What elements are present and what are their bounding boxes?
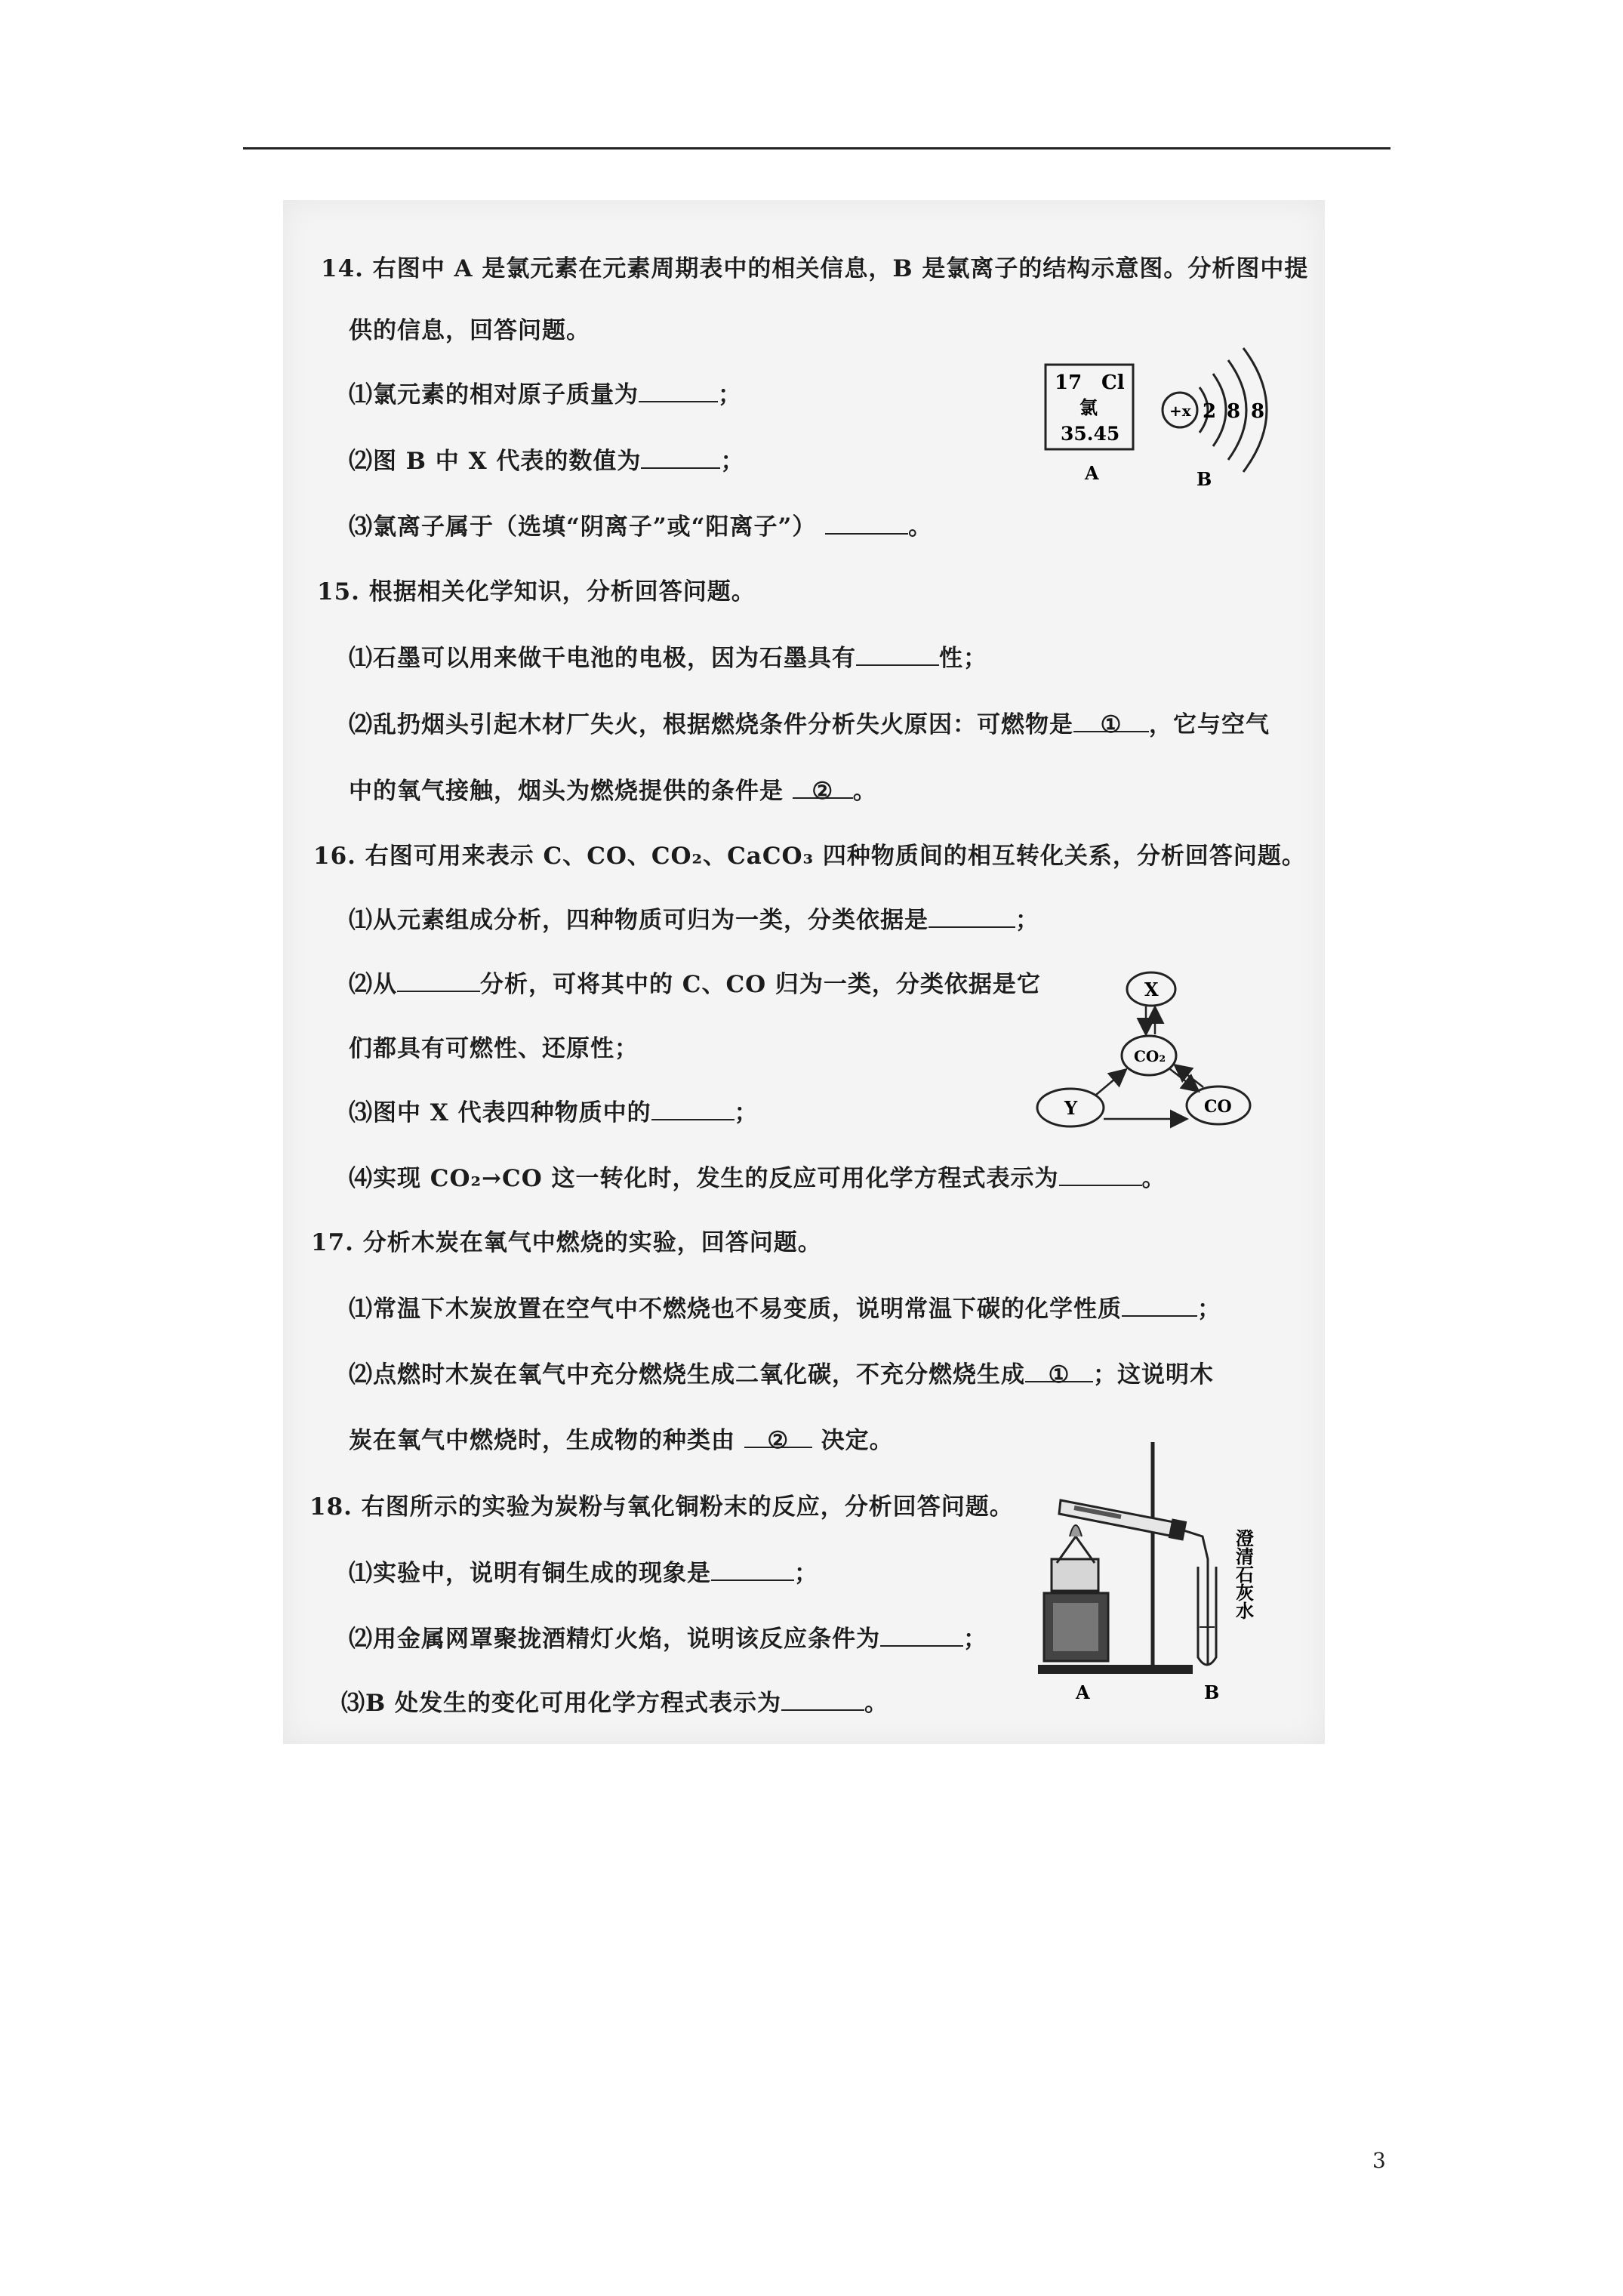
answer-blank-2[interactable]: ② bbox=[744, 1427, 812, 1448]
shell-3-count: 8 bbox=[1251, 400, 1265, 423]
answer-blank[interactable] bbox=[1122, 1296, 1197, 1317]
q18-part2: ⑵用金属网罩聚拢酒精灯火焰，说明该反应条件为 ； bbox=[349, 1626, 987, 1653]
node-co2-label: CO₂ bbox=[1134, 1047, 1166, 1065]
answer-blank[interactable] bbox=[397, 971, 480, 992]
label-a: A bbox=[1076, 1681, 1090, 1703]
answer-blank[interactable] bbox=[880, 1626, 963, 1647]
q14-stem: 14. 右图中 A 是氯元素在元素周期表中的相关信息，B 是氯离子的结构示意图。分析图中提 bbox=[321, 255, 1309, 282]
q16-part3: ⑶图中 X 代表四种物质中的 ； bbox=[349, 1099, 759, 1126]
label-b: B bbox=[1204, 1681, 1220, 1703]
q14-part2: ⑵图 B 中 X 代表的数值为 ； bbox=[349, 448, 745, 475]
answer-blank[interactable] bbox=[641, 448, 720, 469]
element-symbol: Cl bbox=[1101, 371, 1125, 394]
q15-part2-cont: 中的氧气接触，烟头为燃烧提供的条件是 ② 。 bbox=[349, 778, 877, 805]
q15-part1: ⑴石墨可以用来做干电池的电极，因为石墨具有 性； bbox=[349, 645, 987, 672]
header-rule bbox=[243, 147, 1390, 149]
q17-stem: 17. 分析木炭在氧气中燃烧的实验，回答问题。 bbox=[311, 1229, 822, 1256]
q15-part2: ⑵乱扔烟头引起木材厂失火，根据燃烧条件分析失火原因：可燃物是 ① ，它与空气 bbox=[349, 711, 1270, 738]
alcohol-lamp bbox=[1044, 1525, 1108, 1661]
q14-stem-cont: 供的信息，回答问题。 bbox=[349, 317, 590, 344]
q16-part4: ⑷实现 CO₂→CO 这一转化时，发生的反应可用化学方程式表示为 。 bbox=[349, 1165, 1166, 1192]
atomic-mass: 35.45 bbox=[1061, 423, 1120, 445]
apparatus-figure bbox=[1030, 1438, 1272, 1706]
q18-part3: ⑶B 处发生的变化可用化学方程式表示为 。 bbox=[341, 1690, 888, 1717]
atomic-number: 17 bbox=[1055, 371, 1083, 394]
q18-part1: ⑴实验中，说明有铜生成的现象是 ； bbox=[349, 1560, 818, 1587]
answer-blank-2[interactable]: ② bbox=[793, 778, 853, 799]
answer-blank[interactable] bbox=[929, 907, 1015, 928]
answer-blank[interactable] bbox=[856, 645, 939, 666]
answer-blank[interactable] bbox=[781, 1690, 864, 1711]
q16-part2: ⑵从 分析，可将其中的 C、CO 归为一类，分类依据是它 bbox=[349, 971, 1041, 998]
label-a: A bbox=[1085, 462, 1099, 484]
q14-part3: ⑶氯离子属于（选填“阴离子”或“阳离子”） 。 bbox=[349, 513, 933, 541]
node-y-label: Y bbox=[1064, 1097, 1078, 1119]
q16-part2-cont: 们都具有可燃性、还原性； bbox=[349, 1035, 639, 1062]
chlorine-figure bbox=[1038, 344, 1295, 498]
q17-part2-cont: 炭在氧气中燃烧时，生成物的种类由 ② 决定。 bbox=[349, 1427, 894, 1454]
wire-mesh bbox=[1052, 1559, 1098, 1591]
q14-part1: ⑴氯元素的相对原子质量为 ； bbox=[349, 381, 742, 408]
shell-2-count: 8 bbox=[1227, 400, 1241, 423]
q17-part1: ⑴常温下木炭放置在空气中不燃烧也不易变质，说明常温下碳的化学性质 ； bbox=[349, 1296, 1221, 1323]
node-co-label: CO bbox=[1204, 1097, 1232, 1117]
q16-stem: 16. 右图可用来表示 C、CO、CO₂、CaCO₃ 四种物质间的相互转化关系，分析回答问题。 bbox=[313, 843, 1306, 870]
iron-stand-base bbox=[1038, 1665, 1193, 1674]
answer-blank-1[interactable]: ① bbox=[1025, 1361, 1093, 1382]
q15-stem: 15. 根据相关化学知识，分析回答问题。 bbox=[317, 578, 756, 606]
arrow-y-to-co2 bbox=[1096, 1071, 1125, 1095]
shell-1-count: 2 bbox=[1203, 400, 1217, 423]
limewater-label: 澄清石灰水 bbox=[1232, 1529, 1255, 1620]
q18-stem: 18. 右图所示的实验为炭粉与氧化铜粉末的反应，分析回答问题。 bbox=[310, 1493, 1014, 1521]
delivery-tube bbox=[1184, 1530, 1208, 1665]
answer-blank[interactable] bbox=[825, 513, 908, 535]
answer-blank[interactable] bbox=[1059, 1165, 1142, 1186]
page-number: 3 bbox=[1372, 2148, 1386, 2173]
nucleus-charge: +x bbox=[1169, 402, 1191, 420]
node-x-label: X bbox=[1144, 978, 1159, 1000]
q17-part2: ⑵点燃时木炭在氧气中充分燃烧生成二氧化碳，不充分燃烧生成 ① ；这说明木 bbox=[349, 1361, 1214, 1388]
carbon-cycle-figure bbox=[1034, 959, 1261, 1140]
answer-blank[interactable] bbox=[639, 381, 718, 402]
answer-blank[interactable] bbox=[711, 1560, 794, 1581]
answer-blank[interactable] bbox=[651, 1099, 735, 1120]
answer-blank-1[interactable]: ① bbox=[1073, 711, 1149, 732]
label-b: B bbox=[1196, 468, 1212, 490]
q16-part1: ⑴从元素组成分析，四种物质可归为一类，分类依据是 ； bbox=[349, 907, 1039, 934]
element-name: 氯 bbox=[1079, 396, 1098, 418]
